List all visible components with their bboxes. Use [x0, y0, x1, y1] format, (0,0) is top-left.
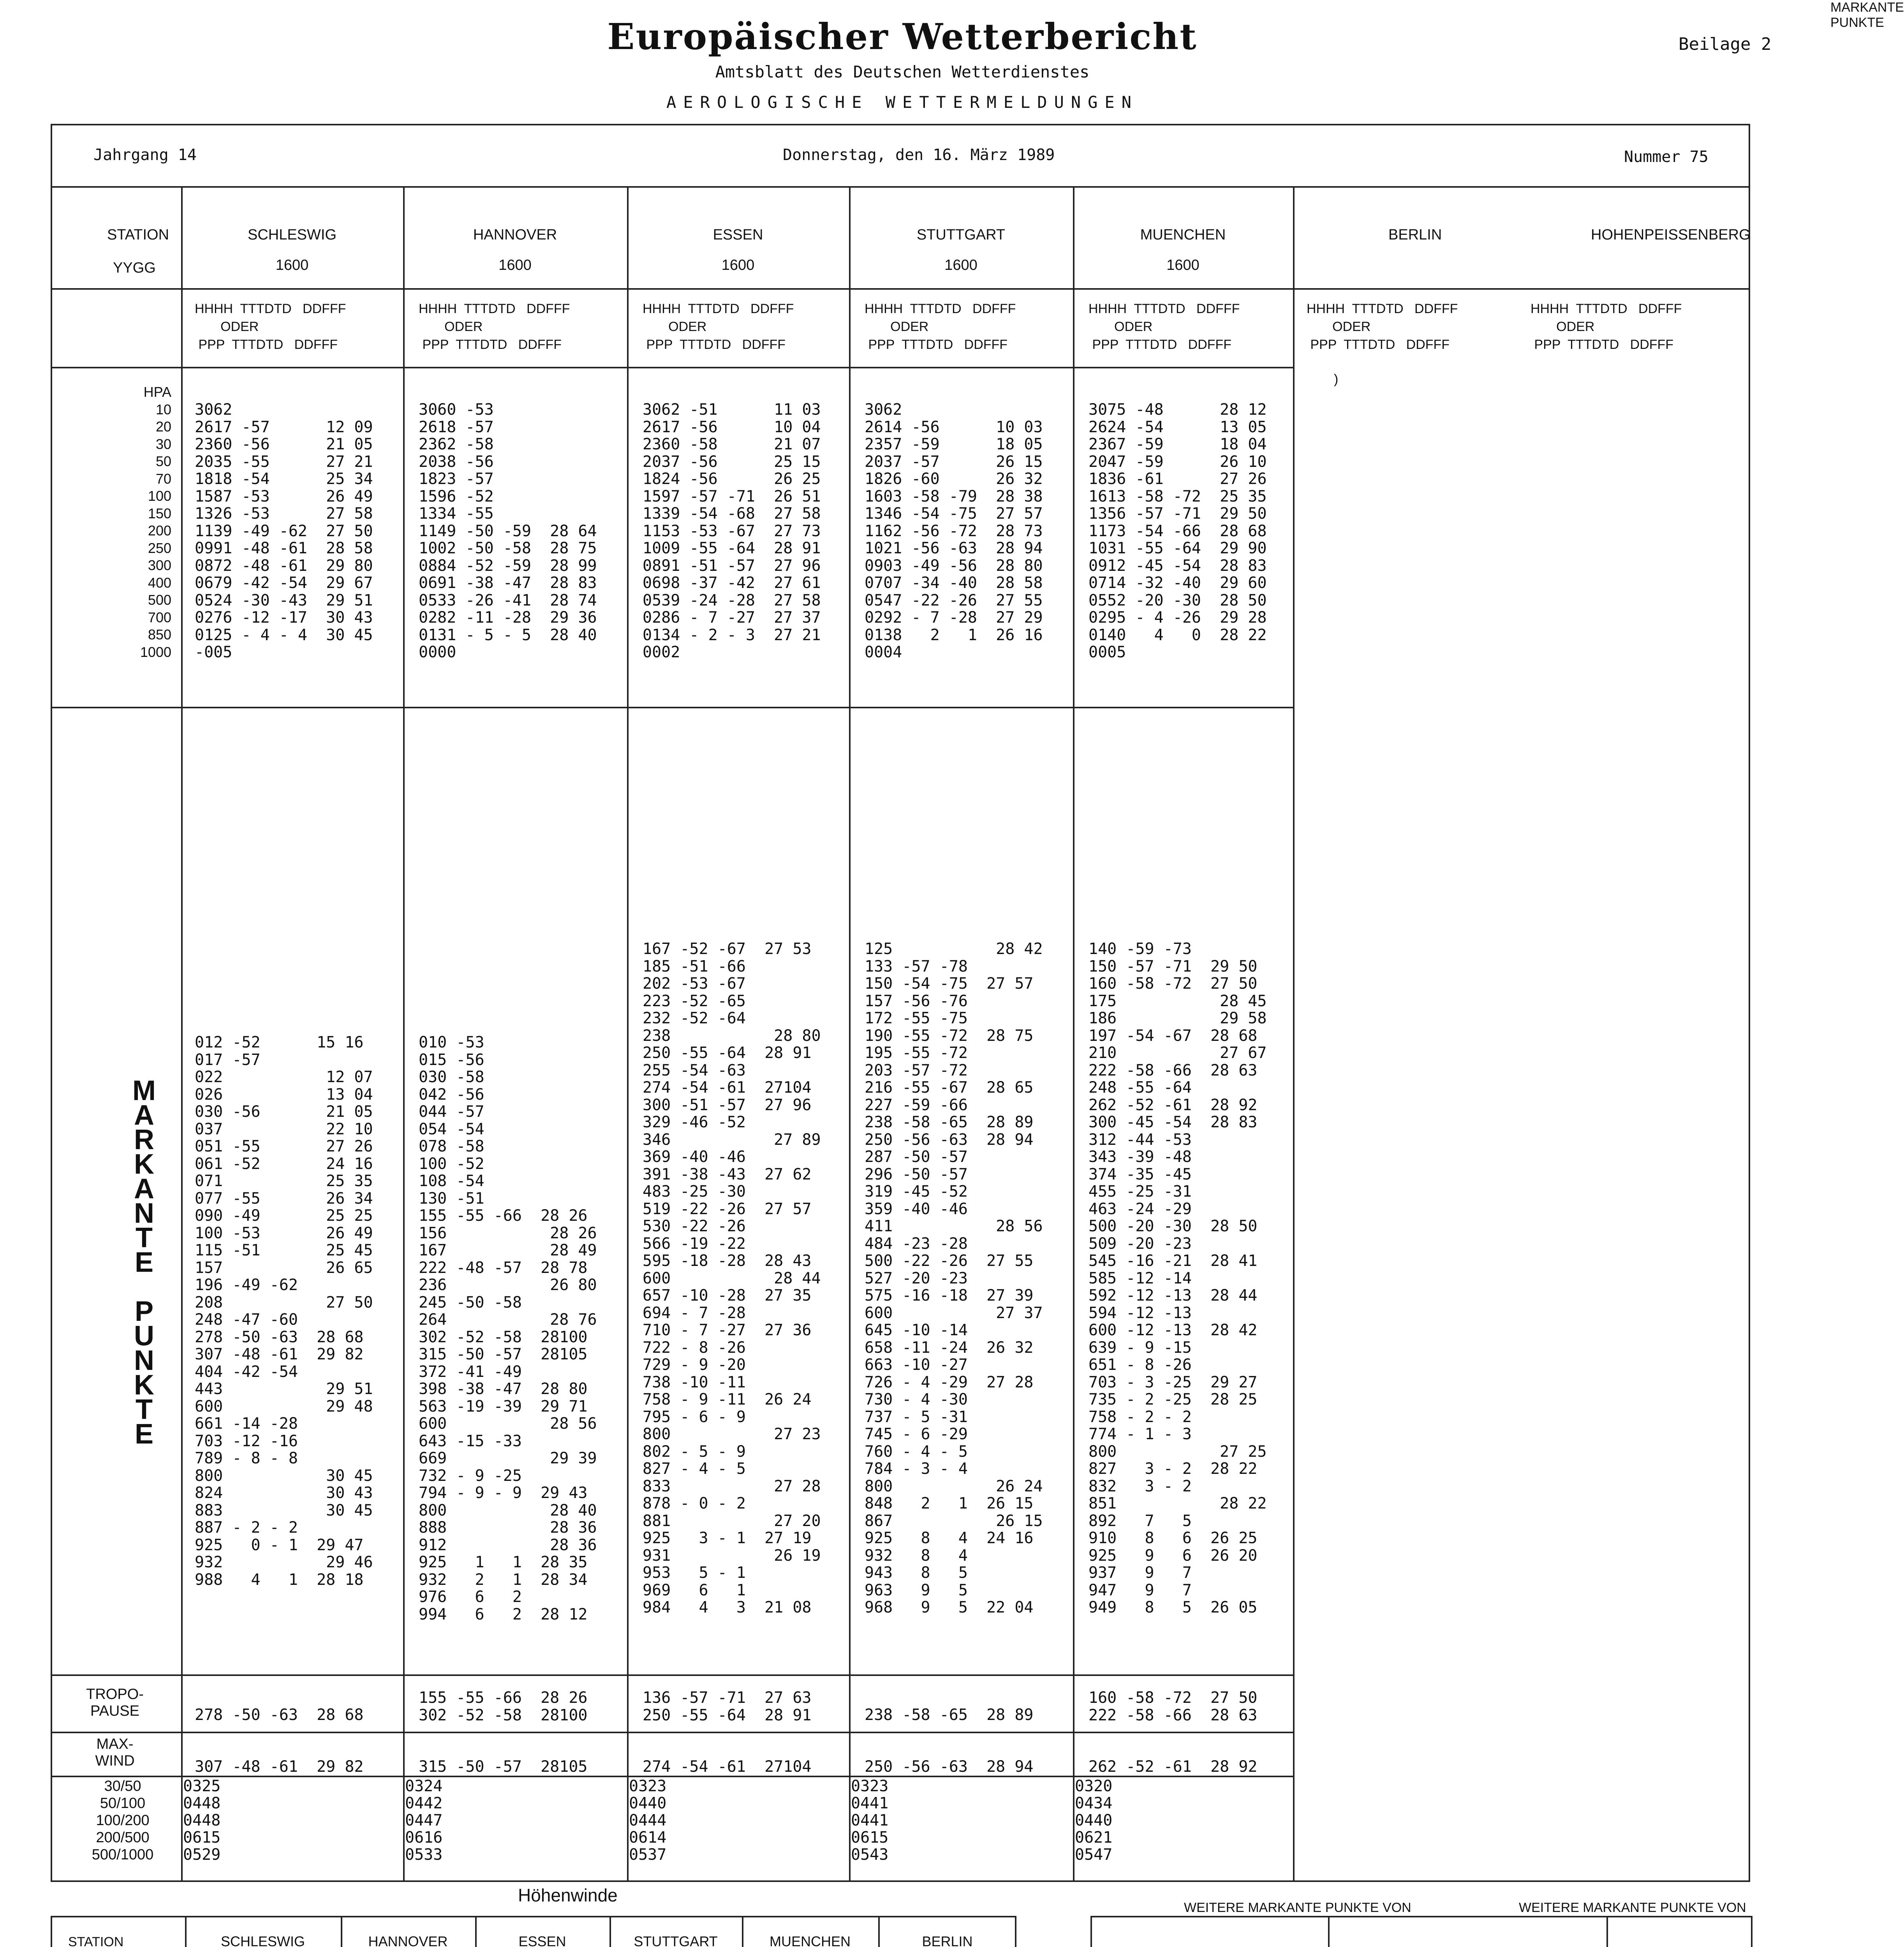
issue-date: Donnerstag, den 16. März 1989	[783, 146, 1055, 164]
station-header-stuttgart	[851, 227, 1071, 274]
hpa-levels	[101, 384, 171, 661]
markante-stuttgart: 125 28 42 133 -57 -78 150 -54 -75 27 57 157 -56 -76 172 -55 -75 190 -55 -72 28 75 195 -55 -72 203 -57 -72 216 -55 -67 28 65 227 -59 -66 238 -58 -65 28 89 250 -56 -63 28 94 287 -50 -57 296 -50 -57 319 -45 -52 359 -40 -46 411 28 56 484 -23 -28 500 -22 -26 27 55 527 -20 -23 575 -16 -18 27 39 600 27 37 645 -10 -14 658 -11 -24 26 32 663 -10 -27 726 - 4 -29 27 28 730 - 4 -30 737 - 5 -31 745 - 6 -29 760 - 4 - 5 784 - 3 - 4 800 26 24 848 2 1 26 15 867 26 15 925 8 4 24 16 932 8 4 943 8 5 963 9 5 968 9 5 22 04	[865, 940, 1043, 1616]
berlin-note: )	[1334, 372, 1339, 387]
issue-number: Nummer 75	[1624, 148, 1708, 166]
hpa-level: 1000	[140, 644, 171, 660]
tropo-stuttgart: 238 -58 -65 28 89	[865, 1706, 1034, 1724]
station-name: MUENCHEN	[1140, 227, 1226, 243]
hw-station-berlin	[880, 1933, 1015, 1947]
weitere-title: WEITERE MARKANTE PUNKTE VON	[1519, 1900, 1746, 1915]
std-levels-hannover: 3060 -53 2618 -57 2362 -58 2038 -56 1823 -57 1596 -52 1334 -55 1149 -50 -59 28 64 1002 -50 -58 28 75 0884 -52 -59 28 99 0691 -38 -47 28 83 0533 -26 -41 28 74 0282 -11 -28 29 36 0131 - 5 - 5 28 40 0000	[419, 401, 597, 661]
shear-muenchen: 0320 0434 0440 0621 0547	[1075, 1777, 1113, 1864]
rule	[51, 367, 1293, 368]
rule	[742, 1916, 743, 1947]
hw-station-stuttgart	[611, 1933, 740, 1947]
supplement-label: Beilage 2	[1679, 34, 1772, 54]
rule	[627, 186, 629, 1882]
rule	[878, 1916, 880, 1947]
shear-schleswig: 0325 0448 0448 0615 0529	[183, 1777, 221, 1864]
station-name: STUTTGART	[916, 227, 1006, 243]
hpa-level: 20	[155, 419, 171, 435]
column-header: HHHH TTTDTD DDFFF ODER PPP TTTDTD DDFFF	[1089, 301, 1240, 352]
station-header-hannover	[405, 227, 625, 274]
hpa-level: 850	[148, 627, 171, 643]
rule	[849, 186, 851, 1882]
shear-essen: 0323 0440 0444 0614 0537	[629, 1777, 667, 1864]
column-header: HHHH TTTDTD DDFFF ODER PPP TTTDTD DDFFF	[865, 301, 1016, 352]
station-name: ESSEN	[713, 227, 763, 243]
markante-punkte-label: M A R K A N T E P U N K T E	[132, 1075, 156, 1450]
rule	[51, 1732, 1293, 1733]
tropopause-label: TROPO- PAUSE	[86, 1686, 144, 1719]
station-header-berlin: BERLIN	[1388, 227, 1442, 243]
hw-station-essen	[477, 1933, 608, 1947]
station-name: HANNOVER	[473, 227, 557, 243]
volume-label: Jahrgang 14	[93, 146, 197, 164]
tropo-schleswig: 278 -50 -63 28 68	[195, 1706, 364, 1724]
station-name: ESSEN	[518, 1933, 566, 1947]
rule	[403, 186, 405, 1882]
weitere-table	[1090, 1916, 1753, 1947]
column-header: HHHH TTTDTD DDFFF ODER PPP TTTDTD DDFFF	[643, 301, 794, 352]
markante-muenchen: 140 -59 -73 150 -57 -71 29 50 160 -58 -72 27 50 175 28 45 186 29 58 197 -54 -67 28 68 210 27 67 222 -58 -66 28 63 248 -55 -64 262 -52 -61 28 92 300 -45 -54 28 83 312 -44 -53 343 -39 -48 374 -35 -45 455 -25 -31 463 -24 -29 500 -20 -30 28 50 509 -20 -23 545 -16 -21 28 41 585 -12 -14 592 -12 -13 28 44 594 -12 -13 600 -12 -13 28 42 639 - 9 -15 651 - 8 -26 703 - 3 -25 29 27 735 - 2 -25 28 25 758 - 2 - 2 774 - 1 - 3 800 27 25 827 3 - 2 28 22 832 3 - 2 851 28 22 892 7 5 910 8 6 26 25 925 9 6 26 20 937 9 7 947 9 7 949 8 5 26 05	[1089, 940, 1267, 1616]
station-header-schleswig	[183, 227, 401, 274]
rule	[181, 186, 183, 1882]
rule	[185, 1916, 187, 1947]
hw-station-label: STATION	[68, 1935, 124, 1947]
hpa-level: 150	[148, 505, 171, 521]
hpa-level: 200	[148, 523, 171, 539]
markante-essen: 167 -52 -67 27 53 185 -51 -66 202 -53 -67 223 -52 -65 232 -52 -64 238 28 80 250 -55 -64 28 91 255 -54 -63 274 -54 -61 27104 300 -51 -57 27 96 329 -46 -52 346 27 89 369 -40 -46 391 -38 -43 27 62 483 -25 -30 519 -22 -26 27 57 530 -22 -26 566 -19 -22 595 -18 -28 28 43 600 28 44 657 -10 -28 27 35 694 - 7 -28 710 - 7 -27 27 36 722 - 8 -26 729 - 9 -20 738 -10 -11 758 - 9 -11 26 24 795 - 6 - 9 800 27 23 802 - 5 - 9 827 - 4 - 5 833 27 28 878 - 0 - 2 881 27 20 925 3 - 1 27 19 931 26 19 953 5 - 1 969 6 1 984 4 3 21 08	[643, 940, 821, 1616]
markante-caption: MARKANTE PUNKTE	[1830, 0, 1904, 30]
hpa-level: 50	[155, 453, 171, 469]
station-name: MUENCHEN	[769, 1933, 851, 1947]
hpa-level: 500	[148, 592, 171, 608]
shear-hannover: 0324 0442 0447 0616 0533	[405, 1777, 443, 1864]
yygg-label: YYGG	[113, 260, 156, 276]
station-name: SCHLESWIG	[247, 227, 337, 243]
station-header-essen	[629, 227, 847, 274]
std-levels-muenchen: 3075 -48 28 12 2624 -54 13 05 2367 -59 18 04 2047 -59 26 10 1836 -61 27 26 1613 -58 -72 25 35 1356 -57 -71 29 50 1173 -54 -66 28 68 1031 -55 -64 29 90 0912 -45 -54 28 83 0714 -32 -40 29 60 0552 -20 -30 28 50 0295 - 4 -26 29 28 0140 4 0 28 22 0005	[1089, 401, 1267, 661]
shear-labels: 30/50 50/100 100/200 200/500 500/1000	[92, 1778, 154, 1863]
station-header-muenchen	[1075, 227, 1291, 274]
hpa-level: 30	[155, 436, 171, 452]
markante-schleswig: 012 -52 15 16 017 -57 022 12 07 026 13 04 030 -56 21 05 037 22 10 051 -55 27 26 061 -52 24 16 071 25 35 077 -55 26 34 090 -49 25 25 100 -53 26 49 115 -51 25 45 157 26 65 196 -49 -62 208 27 50 248 -47 -60 278 -50 -63 28 68 307 -48 -61 29 82 404 -42 -54 443 29 51 600 29 48 661 -14 -28 703 -12 -16 789 - 8 - 8 800 30 45 824 30 43 883 30 45 887 - 2 - 2 925 0 - 1 29 47 932 29 46 988 4 1 28 18	[195, 1033, 373, 1589]
hpa-level: 250	[148, 540, 171, 556]
station-header-hohenpeissenberg: HOHENPEISSENBERG	[1591, 227, 1751, 243]
column-header: HHHH TTTDTD DDFFF ODER PPP TTTDTD DDFFF	[1307, 301, 1458, 352]
hoehenwinde-title: Höhenwinde	[518, 1885, 618, 1905]
column-header: HHHH TTTDTD DDFFF ODER PPP TTTDTD DDFFF	[1531, 301, 1682, 352]
hw-station-muenchen	[744, 1933, 876, 1947]
station-time: 1600	[721, 257, 755, 273]
rule	[609, 1916, 611, 1947]
hpa-level: 400	[148, 574, 171, 591]
hw-station-hannover	[343, 1933, 473, 1947]
station-name: SCHLESWIG	[220, 1933, 305, 1947]
hpa-level: HPA	[143, 384, 171, 400]
tropo-hannover: 155 -55 -66 28 26 302 -52 -58 28100	[419, 1689, 588, 1724]
hpa-level: 10	[155, 401, 171, 417]
hpa-level: 70	[155, 470, 171, 487]
station-time: 1600	[944, 257, 978, 273]
rule	[341, 1916, 342, 1947]
rule	[1606, 1916, 1608, 1947]
tropo-essen: 136 -57 -71 27 63 250 -55 -64 28 91	[643, 1689, 812, 1724]
rule	[51, 288, 1750, 290]
maxwind-hannover: 315 -50 -57 28105	[419, 1758, 588, 1776]
hw-station-schleswig	[187, 1933, 339, 1947]
station-time: 1600	[275, 257, 309, 273]
page-title: Europäischer Wetterbericht	[607, 16, 1198, 58]
station-name: STUTTGART	[634, 1933, 718, 1947]
maxwind-stuttgart: 250 -56 -63 28 94	[865, 1758, 1034, 1776]
column-header: HHHH TTTDTD DDFFF ODER PPP TTTDTD DDFFF	[195, 301, 346, 352]
rule	[475, 1916, 477, 1947]
tropo-muenchen: 160 -58 -72 27 50 222 -58 -66 28 63	[1089, 1689, 1258, 1724]
page-subtitle: Amtsblatt des Deutschen Wetterdienstes	[715, 62, 1090, 81]
station-name: HANNOVER	[368, 1933, 448, 1947]
rule	[51, 186, 1750, 188]
section-title: AEROLOGISCHE WETTERMELDUNGEN	[666, 93, 1138, 112]
rule	[1293, 186, 1295, 1882]
maxwind-muenchen: 262 -52 -61 28 92	[1089, 1758, 1258, 1776]
rule	[51, 707, 1293, 708]
rule	[1328, 1916, 1330, 1947]
station-name: BERLIN	[922, 1933, 973, 1947]
std-levels-stuttgart: 3062 2614 -56 10 03 2357 -59 18 05 2037 -57 26 15 1826 -60 26 32 1603 -58 -79 28 38 1346 -54 -75 27 57 1162 -56 -72 28 73 1021 -56 -63 28 94 0903 -49 -56 28 80 0707 -34 -40 28 58 0547 -22 -26 27 55 0292 - 7 -28 27 29 0138 2 1 26 16 0004	[865, 401, 1043, 661]
weitere-title: WEITERE MARKANTE PUNKTE VON	[1184, 1900, 1411, 1915]
column-header: HHHH TTTDTD DDFFF ODER PPP TTTDTD DDFFF	[419, 301, 570, 352]
maxwind-label: MAX- WIND	[95, 1736, 135, 1769]
markante-hannover: 010 -53 015 -56 030 -58 042 -56 044 -57 054 -54 078 -58 100 -52 108 -54 130 -51 155 -55 -66 28 26 156 28 26 167 28 49 222 -48 -57 28 78 236 26 80 245 -50 -58 264 28 76 302 -52 -58 28100 315 -50 -57 28105 372 -41 -49 398 -38 -47 28 80 563 -19 -39 29 71 600 28 56 643 -15 -33 669 29 39 732 - 9 -25 794 - 9 - 9 29 43 800 28 40 888 28 36 912 28 36 925 1 1 28 35 932 2 1 28 34 976 6 2 994 6 2 28 12	[419, 1033, 597, 1623]
maxwind-schleswig: 307 -48 -61 29 82	[195, 1758, 364, 1776]
rule	[1073, 186, 1074, 1882]
station-time: 1600	[1166, 257, 1199, 273]
hpa-level: 100	[148, 488, 171, 504]
rule	[51, 1674, 1293, 1676]
hpa-level: 700	[148, 609, 171, 625]
std-levels-schleswig: 3062 2617 -57 12 09 2360 -56 21 05 2035 -55 27 21 1818 -54 25 34 1587 -53 26 49 1326 -53 27 58 1139 -49 -62 27 50 0991 -48 -61 28 58 0872 -48 -61 29 80 0679 -42 -54 29 67 0524 -30 -43 29 51 0276 -12 -17 30 43 0125 - 4 - 4 30 45 -005	[195, 401, 373, 661]
hpa-level: 300	[148, 557, 171, 573]
station-label: STATION	[107, 227, 169, 243]
station-time: 1600	[498, 257, 532, 273]
maxwind-essen: 274 -54 -61 27104	[643, 1758, 812, 1776]
shear-stuttgart: 0323 0441 0441 0615 0543	[851, 1777, 889, 1864]
std-levels-essen: 3062 -51 11 03 2617 -56 10 04 2360 -58 21 07 2037 -56 25 15 1824 -56 26 25 1597 -57 -71 26 51 1339 -54 -68 27 58 1153 -53 -67 27 73 1009 -55 -64 28 91 0891 -51 -57 27 96 0698 -37 -42 27 61 0539 -24 -28 27 58 0286 - 7 -27 27 37 0134 - 2 - 3 27 21 0002	[643, 401, 821, 661]
